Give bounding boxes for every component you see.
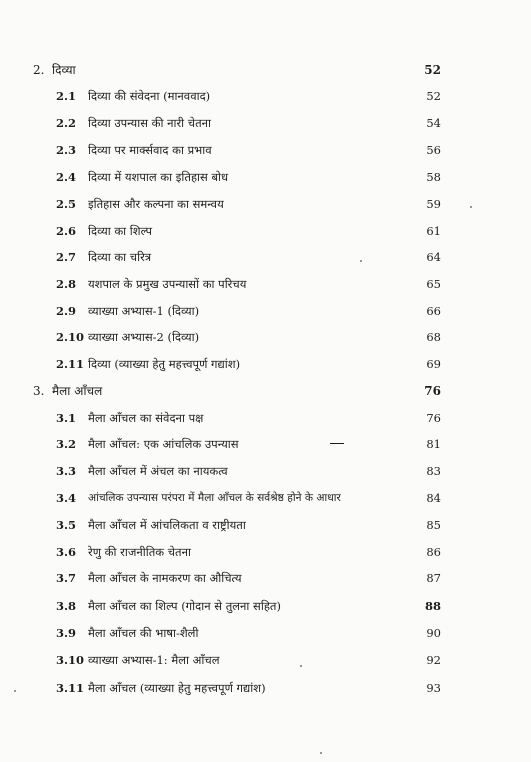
toc-section-row — [0, 515, 531, 535]
toc-title: व्याख्या अभ्यास-1: मैला आँचल — [88, 653, 220, 667]
toc-title: दिव्या उपन्यास की नारी चेतना — [88, 116, 212, 130]
toc-page-number: 92 — [426, 653, 441, 667]
toc-section-row — [0, 327, 531, 347]
toc-page-number: 90 — [426, 626, 441, 640]
toc-page-number: 59 — [426, 197, 441, 211]
toc-page-number: 76 — [424, 384, 441, 398]
toc-number: 2.9 — [56, 304, 77, 318]
toc-chapter-row — [0, 381, 531, 401]
toc-section-row — [0, 113, 531, 133]
toc-title: दिव्या (व्याख्या हेतु महत्त्वपूर्ण गद्यांश) — [88, 357, 241, 371]
toc-page-number: 66 — [426, 304, 441, 318]
stray-dash-mark — [330, 443, 344, 444]
toc-page-number: 52 — [426, 89, 441, 103]
toc-page-number: 76 — [426, 411, 441, 425]
scan-speck — [470, 206, 472, 208]
toc-section-row — [0, 623, 531, 643]
toc-section-row — [0, 221, 531, 241]
toc-number: 3.3 — [56, 464, 77, 478]
toc-section-row — [0, 434, 531, 454]
toc-number: 3.8 — [56, 599, 77, 613]
toc-number: 2.3 — [56, 143, 77, 157]
toc-number: 2. — [33, 63, 45, 77]
toc-number: 2.10 — [56, 330, 85, 344]
toc-page-number: 86 — [426, 545, 441, 559]
toc-section-row — [0, 86, 531, 106]
toc-title: मैला आँचल का संवेदना पक्ष — [88, 411, 204, 425]
toc-number: 3.11 — [56, 681, 85, 695]
toc-page-number: 88 — [424, 599, 441, 613]
toc-number: 3. — [33, 384, 45, 398]
toc-page-number: 65 — [426, 277, 441, 291]
toc-title: यशपाल के प्रमुख उपन्यासों का परिचय — [88, 277, 247, 291]
toc-section-row — [0, 568, 531, 588]
toc-page-number: 83 — [426, 464, 441, 478]
toc-title: दिव्या में यशपाल का इतिहास बोध — [88, 170, 229, 184]
toc-section-row — [0, 488, 531, 508]
toc-number: 3.9 — [56, 626, 77, 640]
toc-title: व्याख्या अभ्यास-2 (दिव्या) — [88, 330, 200, 344]
toc-section-row — [0, 140, 531, 160]
toc-number: 3.6 — [56, 545, 77, 559]
toc-number: 2.2 — [56, 116, 77, 130]
toc-page-number: 64 — [426, 250, 441, 264]
toc-title: मैला आँचल के नामकरण का औचित्य — [88, 571, 242, 585]
toc-section-row — [0, 596, 531, 616]
toc-title: रेणु की राजनीतिक चेतना — [88, 545, 191, 559]
toc-number: 3.1 — [56, 411, 77, 425]
toc-page-number: 58 — [426, 170, 441, 184]
toc-title: मैला आँचल का शिल्प (गोदान से तुलना सहित) — [88, 599, 281, 613]
toc-section-row — [0, 274, 531, 294]
toc-title: मैला आँचल में आंचलिकता व राष्ट्रीयता — [88, 518, 246, 532]
toc-title: दिव्या पर मार्क्सवाद का प्रभाव — [88, 143, 212, 157]
toc-page-number: 54 — [426, 116, 441, 130]
toc-section-row — [0, 194, 531, 214]
toc-title: मैला आँचल (व्याख्या हेतु महत्त्वपूर्ण गद्यांश) — [88, 681, 266, 695]
toc-section-row — [0, 461, 531, 481]
scan-speck — [320, 752, 322, 754]
toc-page-number: 87 — [426, 571, 441, 585]
toc-title: मैला आँचल में अंचल का नायकत्व — [88, 464, 228, 478]
scan-speck — [14, 690, 16, 692]
toc-number: 2.6 — [56, 224, 77, 238]
toc-section-row — [0, 408, 531, 428]
toc-number: 2.7 — [56, 250, 77, 264]
toc-number: 3.2 — [56, 437, 77, 451]
toc-number: 2.5 — [56, 197, 77, 211]
toc-number: 2.4 — [56, 170, 77, 184]
toc-number: 3.10 — [56, 653, 85, 667]
scan-speck — [360, 260, 362, 262]
toc-page-number: 56 — [426, 143, 441, 157]
toc-section-row — [0, 542, 531, 562]
toc-number: 3.7 — [56, 571, 77, 585]
toc-page-number: 69 — [426, 357, 441, 371]
toc-title: मैला आँचल: एक आंचलिक उपन्यास — [88, 437, 239, 451]
toc-page-number: 68 — [426, 330, 441, 344]
toc-section-row — [0, 301, 531, 321]
scan-speck — [300, 665, 302, 667]
toc-title: दिव्या — [52, 63, 76, 77]
toc-page-number: 52 — [424, 63, 441, 77]
toc-title: इतिहास और कल्पना का समन्वय — [88, 197, 224, 211]
toc-title: मैला आँचल — [52, 384, 103, 398]
toc-title: आंचलिक उपन्यास परंपरा में मैला आँचल के सर्वश्रेष्ठ होने के आधार — [88, 492, 341, 504]
toc-number: 3.4 — [56, 491, 77, 505]
toc-section-row — [0, 247, 531, 267]
toc-chapter-row — [0, 60, 531, 80]
toc-title: मैला आँचल की भाषा-शैली — [88, 626, 199, 640]
toc-section-row — [0, 167, 531, 187]
toc-title: दिव्या का चरित्र — [88, 250, 152, 264]
toc-title: दिव्या का शिल्प — [88, 224, 153, 238]
toc-title: दिव्या की संवेदना (मानववाद) — [88, 89, 211, 103]
toc-section-row — [0, 354, 531, 374]
toc-page-number: 61 — [426, 224, 441, 238]
toc-section-row — [0, 650, 531, 670]
toc-number: 2.8 — [56, 277, 77, 291]
toc-page-number: 81 — [426, 437, 441, 451]
toc-number: 3.5 — [56, 518, 77, 532]
toc-section-row — [0, 678, 531, 698]
toc-page-number: 85 — [426, 518, 441, 532]
toc-title: व्याख्या अभ्यास-1 (दिव्या) — [88, 304, 200, 318]
toc-number: 2.1 — [56, 89, 77, 103]
toc-number: 2.11 — [56, 357, 85, 371]
toc-page-number: 93 — [426, 681, 441, 695]
toc-page-number: 84 — [426, 491, 441, 505]
